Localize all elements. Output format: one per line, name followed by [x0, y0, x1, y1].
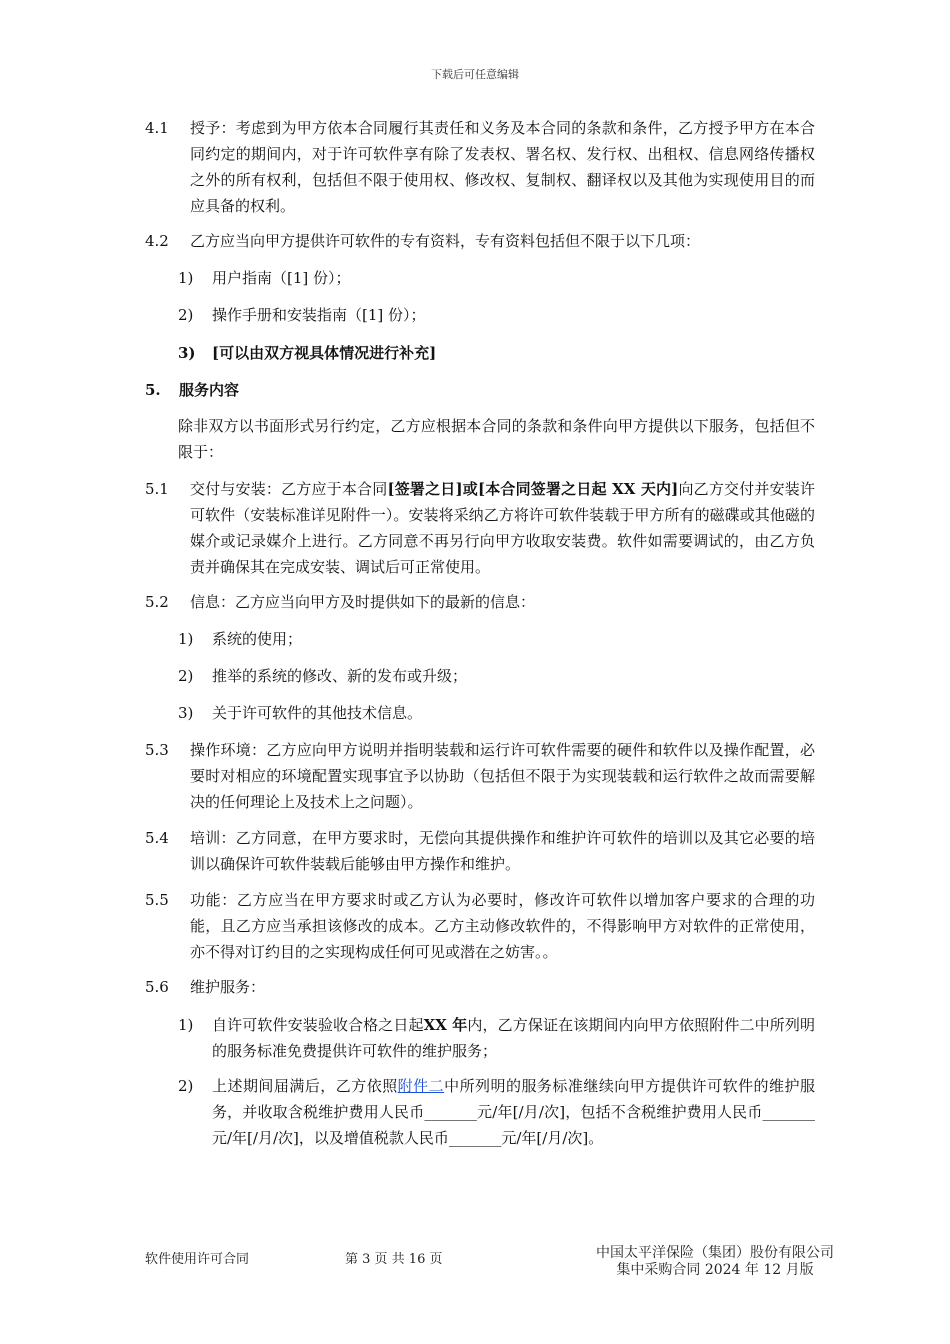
list-number: 2)	[178, 1077, 194, 1095]
list-item	[178, 340, 815, 366]
clause-number: 5.4	[145, 829, 169, 847]
clause-text-part: 向乙方交付并安装许可软件（安装标准详见附件一）。安装将采纳乙方将许可软件装载于甲方所有的磁碟或其他磁的媒介或记录媒介上进行。乙方同意不再另行向甲方收取安装费。软件如需要调试的，由乙方负责并确保其在完成安装、调试后可正常使用。	[190, 480, 815, 576]
clause-number: 4.1	[145, 119, 169, 137]
list-item	[178, 700, 815, 726]
clause-number: 5.1	[145, 480, 169, 498]
list-text: 操作手册和安装指南（[1] 份）；	[212, 306, 426, 324]
list-text: 关于许可软件的其他技术信息。	[212, 704, 423, 722]
clause-text: 维护服务：	[190, 978, 266, 996]
list-item	[178, 302, 815, 328]
list-number: 2)	[178, 667, 194, 685]
clause-text-part: 交付与安装：乙方应于本合同	[190, 480, 388, 498]
list-item	[178, 1073, 815, 1177]
clause-text: 功能：乙方应当在甲方要求时或乙方认为必要时，修改许可软件以增加客户要求的合理的功能，且乙方应当承担该修改的成本。乙方主动修改软件的，不得影响甲方对软件的正常使用，亦不得对订约目的之实现构成任何可见或潜在之妨害。。	[190, 891, 815, 961]
list-text-part: 内，乙方保证在该期间内向甲方依照附件二中所列明的服务标准免费提供许可软件的维护服务；	[212, 1016, 815, 1060]
clause-5-5	[145, 887, 815, 965]
section-title: 服务内容	[179, 381, 240, 399]
clause-4-2	[145, 228, 815, 254]
clause-5-4	[145, 825, 815, 877]
clause-number: 4.2	[145, 232, 169, 250]
list-text-part: 自许可软件安装验收合格之日起	[212, 1016, 424, 1034]
clause-number: 5.2	[145, 593, 169, 611]
clause-5-2	[145, 589, 815, 615]
intro-text: 除非双方以书面形式另行约定，乙方应根据本合同的条款和条件向甲方提供以下服务，包括但不限于：	[178, 417, 815, 461]
list-text: [可以由双方视具体情况进行补充]	[212, 344, 437, 362]
list-text	[212, 1012, 815, 1064]
list-text: 系统的使用；	[212, 630, 303, 648]
list-number: 3)	[178, 344, 196, 362]
list-text-part: 中所列明的服务标准继续向甲方提供许可软件的维护服务，并收取含税维护费用人民币_______元/年[/月/次]，包括不含税维护费用人民币_______元/年[/月/次]，以及增值税款人民币_______元/年[/月/次]。	[212, 1077, 815, 1147]
footer-doc-title: 软件使用许可合同	[145, 1252, 250, 1267]
list-item	[178, 1012, 815, 1064]
clause-text: 信息：乙方应当向甲方及时提供如下的最新的信息：	[190, 593, 536, 611]
clause-text: 授予：考虑到为甲方依本合同履行其责任和义务及本合同的条款和条件，乙方授予甲方在本合同约定的期间内，对于许可软件享有除了发表权、署名权、发行权、出租权、信息网络传播权之外的所有权利，包括但不限于使用权、修改权、复制权、翻译权以及其他为实现使用目的而应具备的权利。	[190, 119, 815, 215]
footer-page-number: 第 3 页 共 16 页	[345, 1252, 443, 1267]
clause-5-6	[145, 974, 815, 1000]
clause-text: 乙方应当向甲方提供许可软件的专有资料，专有资料包括但不限于以下几项：	[190, 232, 701, 250]
section-5-heading	[145, 377, 815, 403]
appendix-2-link[interactable]: 附件二	[397, 1077, 445, 1095]
list-number: 2)	[178, 306, 194, 324]
page-header: 下载后可任意编辑	[431, 68, 519, 81]
delivery-term: [签署之日]或[本合同签署之日起 XX 天内]	[387, 480, 679, 498]
section-number: 5.	[145, 381, 161, 399]
section-5-intro	[178, 413, 815, 465]
term-years: XX 年	[423, 1016, 468, 1034]
clause-number: 5.6	[145, 978, 169, 996]
clause-number: 5.5	[145, 891, 169, 909]
list-text: 推举的系统的修改、新的发布或升级；	[212, 667, 468, 685]
clause-4-1	[145, 115, 815, 219]
footer-company: 中国太平洋保险（集团）股份有限公司	[596, 1245, 834, 1261]
clause-text: 操作环境：乙方应向甲方说明并指明装载和运行许可软件需要的硬件和软件以及操作配置，必要时对相应的环境配置实现事宜予以协助（包括但不限于为实现装载和运行软件之故而需要解决的任何理论上及技术上之问题）。	[190, 741, 815, 811]
footer-edition: 集中采购合同 2024 年 12 月版	[616, 1262, 814, 1278]
list-text: 用户指南（[1] 份）；	[212, 269, 351, 287]
clause-text	[190, 476, 815, 580]
list-number: 1)	[178, 1016, 194, 1034]
list-number: 1)	[178, 269, 194, 287]
clause-5-3	[145, 737, 815, 815]
clause-text: 培训：乙方同意，在甲方要求时，无偿向其提供操作和维护许可软件的培训以及其它必要的培训以确保许可软件装载后能够由甲方操作和维护。	[190, 829, 815, 873]
list-text	[212, 1073, 815, 1151]
list-item	[178, 265, 815, 291]
clause-5-1	[145, 476, 815, 580]
list-number: 1)	[178, 630, 194, 648]
list-number: 3)	[178, 704, 194, 722]
list-item	[178, 626, 815, 652]
clause-number: 5.3	[145, 741, 169, 759]
list-text-part: 上述期间届满后，乙方依照	[212, 1077, 398, 1095]
footer-company-block	[560, 1245, 870, 1279]
list-item	[178, 663, 815, 689]
